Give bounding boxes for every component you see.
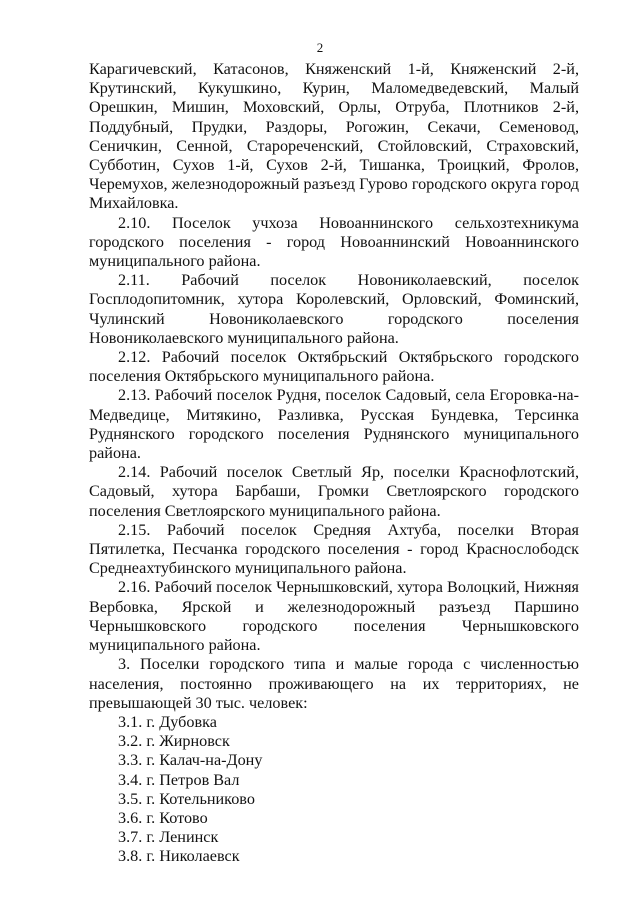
paragraph-2-16: 2.16. Рабочий поселок Чернышковский, хутора Волоцкий, Нижняя Вербовка, Ярской и железнодорожный разъезд Паршино Чернышковского городского поселения Чернышковского муниципального района. (89, 578, 579, 655)
paragraph-3: 3. Поселки городского типа и малые города с численностью населения, постоянно проживающего на их территориях, не превышающей 30 тыс. человек: (89, 655, 579, 712)
page-number: 2 (316, 40, 324, 55)
list-item: 3.2. г. Жирновск (118, 732, 230, 751)
list-item: 3.1. г. Дубовка (118, 712, 217, 731)
document-body (89, 60, 579, 867)
list-item: 3.4. г. Петров Вал (118, 770, 240, 789)
paragraph-2-14: 2.14. Рабочий поселок Светлый Яр, поселки Краснофлотский, Садовый, хутора Барбаши, Громки Светлоярского городского поселения Светлоярского муниципального района. (89, 463, 579, 520)
paragraph-2-10: 2.10. Поселок учхоза Новоаннинского сельхозтехникума городского поселения - город Новоаннинский Новоаннинского муниципального района. (89, 213, 579, 271)
paragraph-2-11: 2.11. Рабочий поселок Новониколаевский, поселок Госплодопитомник, хутора Королевский, Орловский, Фоминский, Чулинский Новониколаевского городского поселения Новониколаевского муниципального района. (89, 271, 579, 347)
list-item: 3.7. г. Ленинск (118, 828, 219, 847)
paragraph-2-15: 2.15. Рабочий поселок Средняя Ахтуба, поселки Вторая Пятилетка, Песчанка городского поселения - город Краснослободск Среднеахтубинского муниципального района. (89, 520, 579, 578)
paragraph-2-12: 2.12. Рабочий поселок Октябрьский Октябрьского городского поселения Октябрьского муниципального района. (89, 348, 579, 386)
paragraph-continuation: Карагичевский, Катасонов, Княженский 1-й, Княженский 2-й, Крутинский, Кукушкино, Курин, Маломедведевский, Малый Орешкин, Мишин, Моховский, Орлы, Отруба, Плотников 2-й, Поддубный, Прудки, Раздоры, Рогожин, Секачи, Семеновод, Сеничкин, Сенной, Старореченский, Стойловский, Страховский, Субботин, Сухов 1-й, Сухов 2-й, Тишанка, Троицкий, Фролов, Черемухов, железнодорожный разъезд Гурово городского округа город Михайловка. (89, 60, 579, 213)
town-list (89, 713, 579, 867)
list-item: 3.6. г. Котово (118, 808, 208, 827)
paragraph-2-13: 2.13. Рабочий поселок Рудня, поселок Садовый, села Егоровка-на-Медведице, Митякино, Разливка, Русская Бундевка, Терсинка Руднянского городского поселения Руднянского муниципального района. (89, 386, 579, 463)
list-item: 3.3. г. Калач-на-Дону (118, 751, 263, 770)
list-item: 3.5. г. Котельниково (118, 789, 255, 808)
list-item: 3.8. г. Николаевск (118, 847, 240, 866)
